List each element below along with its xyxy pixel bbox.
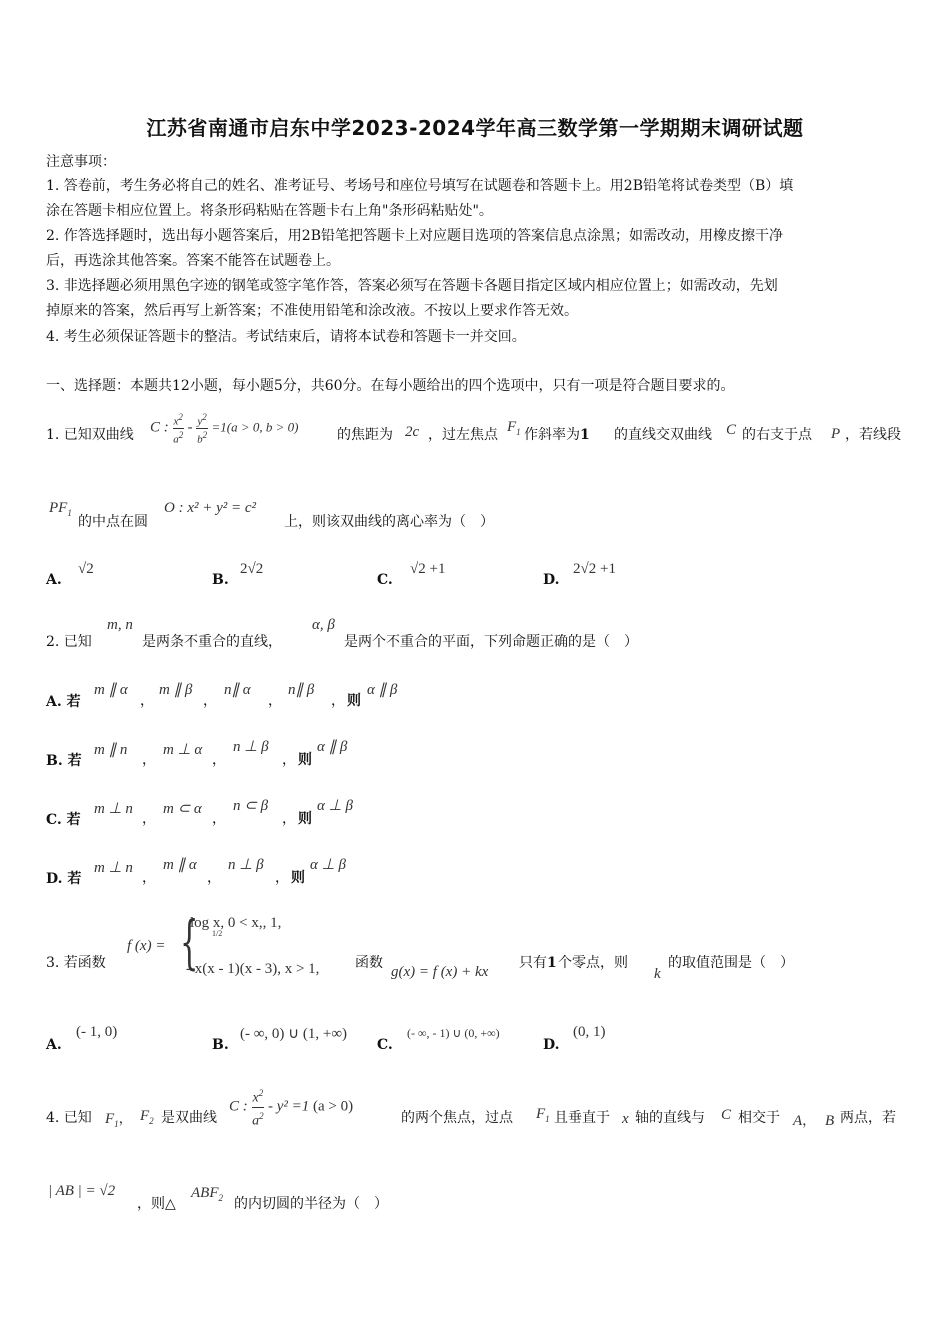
q2-A-comma-4: ， xyxy=(331,693,345,709)
q2-D-then: 则 xyxy=(291,870,305,886)
q4-F1-b: F xyxy=(536,1106,546,1122)
q4-text-3: 的两个焦点，过点 xyxy=(401,1110,513,1126)
q3-math-k: k xyxy=(654,966,661,982)
q2-B-comma-3: ， xyxy=(282,752,296,768)
q1-math-2c: 2c xyxy=(405,424,420,440)
q4-ABF: ABF xyxy=(191,1185,219,1201)
q3-option-D-label[interactable]: D. xyxy=(543,1037,560,1053)
q3-text-4: 个零点，则 xyxy=(558,955,628,971)
q4-math-F1-b: $F_1$ xyxy=(536,1106,550,1124)
q4-eq-c: C : xyxy=(229,1098,248,1115)
q1-math-circle: O : x² + y² = c² xyxy=(164,500,257,516)
q2-C-comma-2: ， xyxy=(212,811,226,827)
q2-D-cond-1: m ⊥ n xyxy=(94,860,133,876)
q4-text-1: 4. 已知 xyxy=(46,1110,92,1126)
notice-line-1a: 1. 答卷前，考生务必将自己的姓名、准考证号、考场号和座位号填写在试题卷和答题卡上。用2B铅笔将试卷类型（B）填 xyxy=(46,178,794,194)
q1-eq-y: y xyxy=(197,415,203,428)
q1-math-PF1: $PF_1$ xyxy=(49,500,72,518)
q1-option-B-label[interactable]: B. xyxy=(212,572,229,588)
q2-text-2: 是两条不重合的直线， xyxy=(142,634,282,650)
q4-eq-cond: (a > 0) xyxy=(313,1098,354,1115)
q1-option-A-label[interactable]: A. xyxy=(46,572,62,588)
q2-B-cond-3: n ⊥ β xyxy=(233,739,269,755)
q3-option-A-value: (- 1, 0) xyxy=(76,1024,118,1040)
q4-math-A: A， xyxy=(793,1113,817,1129)
q2-A-cond-1: m ∥ α xyxy=(94,682,128,698)
notice-line-3a: 3. 非选择题必须用黑色字迹的钢笔或签字笔作答，答案必须写在答题卡各题目指定区域内相应位置上；如需改动，先划 xyxy=(46,278,778,294)
q2-D-comma-1: ， xyxy=(142,870,156,886)
q3-t3: 只有 xyxy=(519,955,547,971)
q3-text-3 xyxy=(519,953,557,973)
q1-text-4 xyxy=(524,425,590,445)
q4-frac-x: $\frac{x^2}{a^2}$ xyxy=(252,1085,265,1129)
q1-eq-a: a xyxy=(173,433,179,446)
q2-text-1: 2. 已知 xyxy=(46,634,92,650)
q1-text-2: 的焦距为 xyxy=(337,427,393,443)
q2-A-comma-3: ， xyxy=(268,693,282,709)
q1-eq-x: x xyxy=(173,415,179,428)
q1-math-C: C xyxy=(726,422,737,438)
q2-A-cond-4: n∥ β xyxy=(288,682,315,698)
q3-text-1: 3. 若函数 xyxy=(46,955,106,971)
q1-math-P: P xyxy=(831,426,841,442)
page-title: 江苏省南通市启东中学2023-2024学年高三数学第一学期期末调研试题 xyxy=(146,116,804,140)
q2-C-then: 则 xyxy=(298,811,312,827)
q4-text-6: 相交于 xyxy=(738,1110,780,1126)
q2-C-result: α ⊥ β xyxy=(317,798,353,814)
q3-option-C-label[interactable]: C. xyxy=(377,1037,393,1053)
q2-option-D-label[interactable]: D. 若 xyxy=(46,871,82,887)
q1-option-A-value: √2 xyxy=(78,561,94,577)
q2-A-then: 则 xyxy=(347,693,361,709)
q2-D-comma-2: ， xyxy=(207,870,221,886)
q1-eq-cond: =1(a > 0, b > 0) xyxy=(211,419,299,435)
q4-F2: F xyxy=(140,1108,150,1124)
q4-text-8: ，则△ xyxy=(137,1196,176,1212)
q3-text-2: 函数 xyxy=(355,955,383,971)
q2-option-C-label[interactable]: C. 若 xyxy=(46,812,81,828)
q4-math-F1: $F_1$， xyxy=(105,1111,133,1129)
q2-B-comma-2: ， xyxy=(212,752,226,768)
q1-text-9: 上，则该双曲线的离心率为（ ） xyxy=(284,514,494,530)
q1-eq-b: b xyxy=(197,433,203,446)
q4-eq-rest: - y² =1 xyxy=(267,1098,310,1115)
q1-eq-minus: - xyxy=(187,419,193,436)
q4-eq-a: a xyxy=(252,1113,260,1129)
q2-D-result: α ⊥ β xyxy=(310,857,346,873)
q2-A-comma-2: ， xyxy=(203,693,217,709)
q4-eq-x: x xyxy=(252,1090,259,1106)
q3-log-base-text: 1/2 xyxy=(212,929,223,938)
q2-D-comma-3: ， xyxy=(275,870,289,886)
q1-text-5: 的直线交双曲线 xyxy=(614,427,712,443)
q1-option-D-value: 2√2 +1 xyxy=(573,561,616,577)
q2-C-cond-1: m ⊥ n xyxy=(94,801,133,817)
q4-A: A xyxy=(793,1113,803,1129)
q2-B-result: α ∥ β xyxy=(317,739,348,755)
q2-B-comma-1: ， xyxy=(142,752,156,768)
q4-F1: F xyxy=(105,1111,115,1127)
q3-math-f: f (x) = xyxy=(127,938,166,954)
q1-frac-x: $\frac{x^2}{a^2}$ xyxy=(173,412,184,446)
q4-math-ABF2: $ABF_2$ xyxy=(191,1185,223,1203)
q2-B-cond-1: m ∥ n xyxy=(94,742,128,758)
notice-line-2b: 后，再选涂其他答案。答案不能答在试题卷上。 xyxy=(46,253,340,269)
q1-option-B-value: 2√2 xyxy=(240,561,264,577)
q2-option-B-label[interactable]: B. 若 xyxy=(46,753,82,769)
q2-A-cond-3: n∥ α xyxy=(224,682,251,698)
q4-text-9: 的内切圆的半径为（ ） xyxy=(234,1196,388,1212)
q2-C-comma-3: ， xyxy=(282,811,296,827)
q3-option-B-value: (- ∞, 0) ∪ (1, +∞) xyxy=(240,1026,348,1042)
q1-text-6: 的右支于点 xyxy=(742,427,812,443)
q2-B-then: 则 xyxy=(298,752,312,768)
q2-text-3: 是两个不重合的平面，下列命题正确的是（ ） xyxy=(344,634,638,650)
q1-text-7: ，若线段 xyxy=(845,427,901,443)
notice-heading: 注意事项： xyxy=(46,154,116,170)
q4-math-AB: | AB | = √2 xyxy=(48,1183,116,1199)
q2-C-cond-3: n ⊂ β xyxy=(233,798,269,814)
q1-option-C-value: √2 +1 xyxy=(410,561,446,577)
q2-C-cond-2: m ⊂ α xyxy=(163,801,202,817)
q1-hyperbola-eq xyxy=(150,411,299,445)
q2-A-comma-1: ， xyxy=(140,693,154,709)
notice-line-2a: 2. 作答选择题时，选出每小题答案后，用2B铅笔把答题卡上对应题目选项的答案信息点涂黑；如需改动，用橡皮擦干净 xyxy=(46,228,783,244)
q3-piece-2: - x(x - 1)(x - 3), x > 1, xyxy=(186,961,320,977)
q3-log-base xyxy=(212,930,222,938)
q3-option-B-label[interactable]: B. xyxy=(212,1037,229,1053)
notice-line-4: 4. 考生必须保证答题卡的整洁。考试结束后，请将本试卷和答题卡一并交回。 xyxy=(46,329,526,345)
q1-text-8: 的中点在圆 xyxy=(78,514,148,530)
q4-hyperbola-eq xyxy=(229,1085,353,1129)
q4-text-5: 轴的直线与 xyxy=(635,1110,705,1126)
notice-line-1b: 涂在答题卡相应位置上。将条形码粘贴在答题卡右上角"条形码粘贴处"。 xyxy=(46,203,493,219)
q3-math-g: g(x) = f (x) + kx xyxy=(391,964,489,980)
q4-math-B: B xyxy=(825,1113,835,1129)
q1-math-F1: $F_1$ xyxy=(507,419,521,437)
q3-option-D-value: (0, 1) xyxy=(573,1024,606,1040)
q3-option-A-label[interactable]: A. xyxy=(46,1037,62,1053)
q2-B-cond-2: m ⊥ α xyxy=(163,742,203,758)
q3-text-5: 的取值范围是（ ） xyxy=(668,955,794,971)
q1-F: F xyxy=(507,419,517,435)
q2-math-ab: α, β xyxy=(312,617,335,633)
q4-text-4: 且垂直于 xyxy=(554,1110,610,1126)
section-header: 一、选择题：本题共12小题，每小题5分，共60分。在每小题给出的四个选项中，只有一项是符合题目要求的。 xyxy=(46,378,735,394)
q1-t4b: 1 xyxy=(580,427,590,443)
q2-option-A-label[interactable]: A. 若 xyxy=(46,694,81,710)
q2-D-cond-2: m ∥ α xyxy=(163,857,197,873)
q2-A-result: α ∥ β xyxy=(367,682,398,698)
q2-C-comma-1: ， xyxy=(142,811,156,827)
q3-option-C-value: (- ∞, - 1) ∪ (0, +∞) xyxy=(407,1026,500,1040)
q3-brace: { xyxy=(180,908,199,976)
q1-frac-y: $\frac{y^2}{b^2}$ xyxy=(197,412,208,446)
q2-D-cond-3: n ⊥ β xyxy=(228,857,264,873)
q4-math-C: C xyxy=(721,1107,732,1123)
q4-math-x: x xyxy=(622,1111,629,1127)
q2-math-mn: m, n xyxy=(107,617,133,633)
q1-PF: PF xyxy=(49,500,68,516)
notice-line-3b: 掉原来的答案，然后再写上新答案；不准使用铅笔和涂改液。不按以上要求作答无效。 xyxy=(46,303,578,319)
q4-math-F2: $F_2$ xyxy=(140,1108,154,1126)
q1-text-1: 1. 已知双曲线 xyxy=(46,427,134,443)
q4-text-7: 两点，若 xyxy=(840,1110,896,1126)
q1-eq-c: C : xyxy=(150,419,169,436)
q3-t3b: 1 xyxy=(547,955,557,971)
q1-option-D-label[interactable]: D. xyxy=(543,572,560,588)
q4-text-2: 是双曲线 xyxy=(161,1110,217,1126)
q2-A-cond-2: m ∥ β xyxy=(159,682,193,698)
q3-piece-1: log x, 0 < x,, 1, xyxy=(190,915,282,931)
q1-text-3: ，过左焦点 xyxy=(428,427,498,443)
q1-option-C-label[interactable]: C. xyxy=(377,572,393,588)
q1-t4: 作斜率为 xyxy=(524,427,580,443)
